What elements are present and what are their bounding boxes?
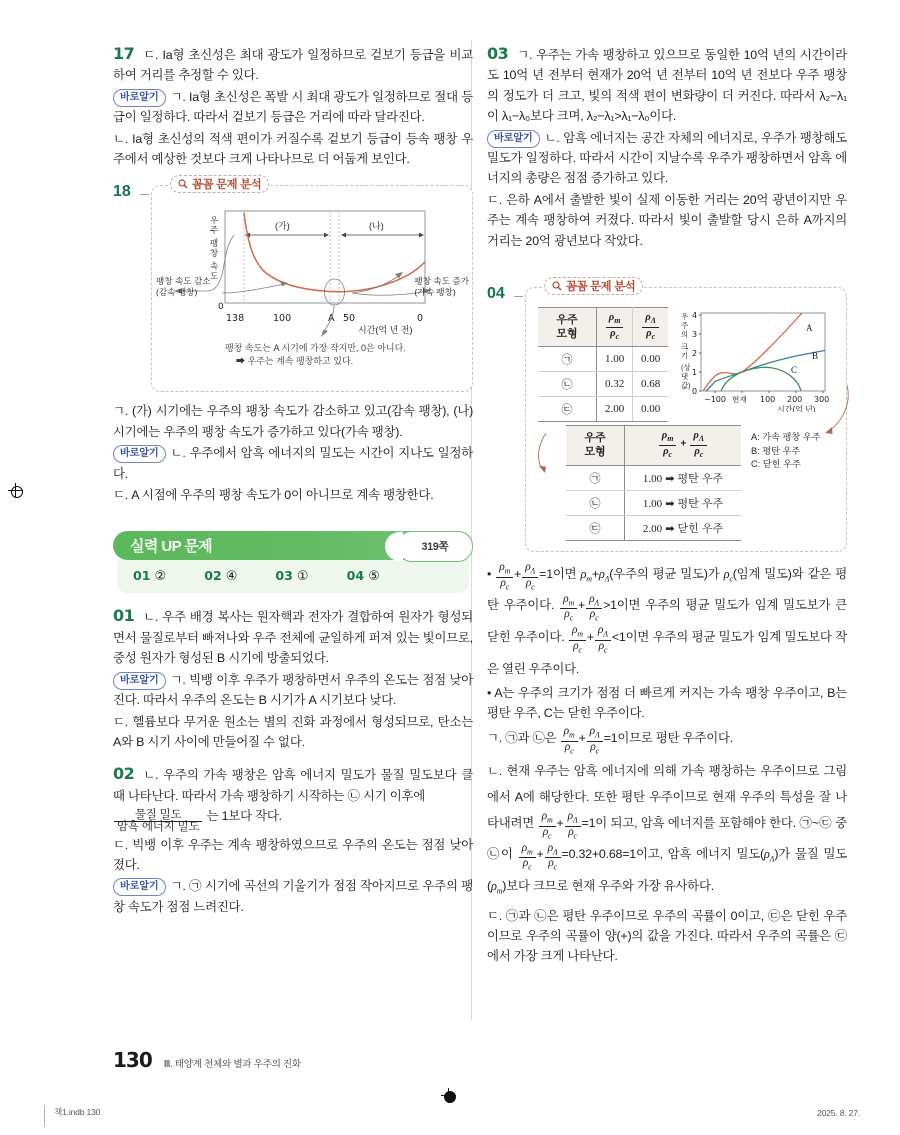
cell-sum-result [625, 490, 742, 515]
q02-text-1b: 는 1보다 작다. [206, 809, 282, 824]
svg-text:C: C [791, 365, 798, 376]
q03-number: 03 [487, 44, 509, 63]
svg-text:우: 우 [210, 215, 219, 226]
q02-line-1 [113, 764, 473, 806]
q17-text-3: ㄴ. Ia형 초신성의 적색 편이가 커질수록 겉보기 등급이 등속 팽창 우주에서 예상한 것보다 크게 나타나므로 더 어둡게 보인다. [113, 131, 473, 167]
svg-text:도: 도 [210, 271, 219, 282]
svg-text:시간(억 년): 시간(억 년) [777, 405, 816, 413]
cell-sum-value: 1.00 [642, 497, 663, 510]
q18-annot-right: 팽창 속도 증가 (가속 팽창) [414, 276, 469, 298]
svg-text:B: B [812, 351, 819, 362]
q04-explain-5: ㄷ. ㉠과 ㉡은 평탄 우주이므로 우주의 곡률이 0이고, ㉢은 닫힌 우주이므로 우주의 곡률이 양(+)의 값을 가진다. 따라서 우주의 곡률은 ㉢에서 가장 크게 나타난다. [487, 908, 847, 964]
q18-explain-1: ㄱ. (가) 시기에는 우주의 팽창 속도가 감소하고 있고(감속 팽창), (나) 시기에는 우주의 팽창 속도가 증가하고 있다(가속 팽창). [113, 404, 473, 439]
q02-text-3: ㄱ. ㉠ 시기에 곡선의 기울기가 점점 작아지므로 우주의 팽창 속도가 점점 느려진다. [113, 879, 473, 914]
q18-explain-3: ㄷ. A 시점에 우주의 팽창 속도가 0이 아니므로 계속 팽창한다. [113, 488, 434, 503]
table-row [538, 397, 668, 422]
svg-text:(나): (나) [369, 221, 384, 232]
q17-line-1 [113, 44, 473, 86]
cell-model: ㉠ [566, 465, 625, 490]
badge-barualgi: 바로알기 [113, 672, 166, 690]
question-02-block [113, 764, 473, 917]
svg-text:속: 속 [210, 261, 219, 272]
svg-text:A: A [328, 313, 335, 325]
cell-rho-m: 1.00 [597, 347, 633, 372]
cell-sum-value: 2.00 [642, 522, 663, 535]
cell-model: ㉢ [566, 515, 625, 540]
print-file-name: 책1.indb 130 [54, 1107, 101, 1117]
q18-number: 18 [113, 183, 131, 201]
magnifier-icon [178, 179, 188, 189]
svg-text:시간(억 년 전): 시간(억 년 전) [358, 325, 413, 336]
svg-text:−100: −100 [704, 395, 726, 405]
q04-table-1 [538, 307, 668, 422]
svg-text:팽: 팽 [210, 238, 219, 249]
q01-line-2 [113, 670, 473, 711]
print-date: 2025. 8. 27. [817, 1108, 860, 1118]
q02-fraction-line [113, 807, 473, 834]
q04-number: 04 [487, 285, 505, 303]
cell-rho-lambda: 0.68 [633, 372, 668, 397]
svg-text:A: A [806, 323, 813, 334]
svg-text:0: 0 [417, 313, 424, 325]
svg-text:3: 3 [692, 330, 698, 340]
question-18-block [113, 179, 473, 505]
q04-explain-3: ㄱ. ㉠과 ㉡은 $\frac{\rho_m}{\rho_c}$ + $\frac{\rho_\Lambda}{\rho_c}$ =1이므로 평탄 우주이다. [487, 724, 733, 755]
q02-line-3 [113, 876, 473, 917]
q02-text-1a: ㄴ. 우주의 가속 팽창은 암흑 에너지 밀도가 물질 밀도보다 클 때 나타난다. 따라서 가속 팽창하기 시작하는 ㉡ 시기 이후에 [113, 768, 473, 803]
frac-rho-lambda-over-rho-c: $\frac{\rho_\Lambda}{\rho_c}$ [595, 625, 611, 656]
th-rho-lambda [633, 308, 668, 347]
cell-rho-m: 2.00 [597, 397, 633, 422]
svg-text:팽창 속도는 A 시기에 가장 작지만, 0은 아니다.: 팽창 속도는 A 시기에 가장 작지만, 0은 아니다. [225, 343, 406, 354]
q01-line-1 [113, 606, 473, 668]
svg-text:0: 0 [692, 387, 698, 397]
th-sum: $\frac{\rho_m}{\rho_c}$ + $\frac{\rho_\Lambda}{\rho_c}$ [625, 426, 742, 465]
cell-model: ㉢ [538, 397, 597, 422]
svg-text:우: 우 [681, 312, 689, 322]
q03-line-1 [487, 44, 847, 127]
table-row [538, 347, 668, 372]
cell-sum-value: 1.00 [642, 472, 663, 485]
svg-text:300: 300 [814, 395, 830, 405]
q18-analysis-label: 꼼꼼 문제 분석 [192, 179, 262, 192]
right-column [487, 44, 847, 968]
frac-rho-lambda-over-rho-c: $\frac{\rho_\Lambda}{\rho_c}$ [642, 312, 659, 342]
q02-line-2: ㄷ. 빅뱅 이후 우주는 계속 팽창하였으므로 우주의 온도는 점점 낮아졌다. [113, 837, 473, 873]
question-17-block [113, 44, 473, 169]
q04-analysis-title [544, 277, 643, 295]
up-answer-list [117, 560, 469, 593]
up-section [113, 531, 473, 593]
svg-text:100: 100 [273, 313, 292, 325]
svg-text:4: 4 [692, 311, 698, 321]
registration-mark-bottom [441, 1088, 456, 1103]
cell-sum-result [625, 465, 742, 490]
cell-model: ㉡ [566, 490, 625, 515]
up-title: 실력 UP 문제 [130, 538, 213, 556]
table-row [566, 515, 741, 540]
cell-universe-type: 닫힌 우주 [677, 522, 724, 535]
cell-rho-m: 0.32 [597, 372, 633, 397]
table-row [566, 490, 741, 515]
frac-rho-m-over-rho-c: $\frac{\rho_m}{\rho_c}$ [519, 843, 536, 874]
q18-analysis-box [151, 179, 473, 392]
q03-text-1: ㄱ. 우주는 가속 팽창하고 있으므로 동일한 10억 년의 시간이라도 10억 년 전부터 현재가 20억 년 전부터 10억 년 전보다 우주 팽창의 정도가 더 크고, 빛의 적색 편이 변화량이 더 커진다. 따라서 λ₂−λ₁이 λ₁−λ₀보다 크며, λ₂−λ₁>λ₁−λ₀이다. [487, 48, 847, 124]
question-01-block [113, 606, 473, 752]
q17-number: 17 [113, 44, 135, 63]
up-answer-item: 01 ② [133, 568, 167, 584]
arrow-icon: ➡ [665, 522, 675, 535]
q17-line-3 [113, 129, 473, 170]
svg-text:의: 의 [681, 330, 689, 340]
magnifier-icon [552, 281, 562, 291]
svg-text:주: 주 [681, 321, 689, 331]
frac-rho-m-over-rho-c: $\frac{\rho_m}{\rho_c}$ [561, 726, 578, 757]
q18-explain-2 [113, 443, 473, 484]
svg-text:창: 창 [210, 248, 219, 259]
svg-text:현재: 현재 [732, 395, 747, 405]
svg-text:기: 기 [681, 351, 689, 361]
print-info-line [0, 1107, 900, 1118]
question-04-block [487, 281, 848, 967]
registration-mark-left [8, 483, 23, 498]
badge-barualgi: 바로알기 [113, 445, 166, 463]
frac-rho-lambda-over-rho-c: $\frac{\rho_\Lambda}{\rho_c}$ [587, 726, 603, 757]
svg-text:(가): (가) [275, 221, 290, 232]
cell-rho-lambda: 0.00 [633, 347, 668, 372]
up-banner [113, 531, 473, 560]
q04-explain-1: • $\frac{\rho_m}{\rho_c}$ + $\frac{\rho_\Lambda}{\rho_c}$ =1이면 $\rho_m+\rho_\Lambda$(우주의 평균 밀도)가 $\rho_c$(임계 밀도)와 같은 평탄 우주이다. $\frac{\rho_m}{\rho_c}$ + $\frac{\rho_\Lambda}{\rho_c}$ >1이면 우주의 평균 밀도가 임계 밀도보가 큰 닫힌 우주이다. $\frac{\rho_m}{\rho_c}$ + $\frac{\rho_\Lambda}{\rho_c}$ <1이면 우주의 평균 밀도가 임계 밀도보다 작은 열린 우주이다. [487, 560, 848, 676]
q18-annot-left: 팽창 속도 감소 (감속 팽창) [156, 276, 211, 298]
frac-rho-m-over-rho-c: $\frac{\rho_m}{\rho_c}$ [496, 562, 513, 593]
q18-explain-2-text: ㄴ. 우주에서 암흑 에너지의 밀도는 시간이 지나도 일정하다. [113, 446, 473, 481]
q04-analysis-label: 꼼꼼 문제 분석 [566, 281, 636, 294]
cell-sum-result [625, 515, 742, 540]
th-model: 우주 모형 [538, 308, 597, 347]
q04-legend [751, 431, 821, 472]
q03-line-2 [487, 128, 847, 189]
frac-rho-lambda-over-rho-c: $\frac{\rho_\Lambda}{\rho_c}$ [565, 811, 581, 842]
chapter-title: Ⅲ. 태양계 천체와 별과 우주의 진화 [163, 1059, 301, 1070]
q18-analysis-title [170, 175, 269, 193]
frac-rho-lambda-over-rho-c: $\frac{\rho_\Lambda}{\rho_c}$ [586, 594, 602, 625]
svg-text:200: 200 [787, 395, 803, 405]
q04-legend-arrow [813, 385, 853, 443]
question-03-block [487, 44, 847, 251]
q17-line-2 [113, 87, 473, 128]
arrow-icon: ➡ [665, 472, 675, 485]
q01-number: 01 [113, 606, 135, 626]
q01-text-2: ㄱ. 빅뱅 이후 우주가 팽창하면서 우주의 온도는 점점 낮아진다. 따라서 우주의 온도는 B 시기가 A 시기보다 낮다. [113, 672, 473, 708]
cell-rho-lambda: 0.00 [633, 397, 668, 422]
svg-text:138: 138 [226, 313, 245, 325]
badge-barualgi: 바로알기 [487, 130, 540, 148]
svg-text:값): 값) [681, 381, 691, 391]
svg-text:크: 크 [681, 342, 689, 352]
q02-fraction-numerator: 물질 밀도 [134, 808, 182, 821]
q18-chart [156, 203, 469, 382]
frac-rho-m-over-rho-c: $\frac{\rho_m}{\rho_c}$ [569, 625, 586, 656]
frac-rho-lambda-over-rho-c: $\frac{\rho_\Lambda}{\rho_c}$ [690, 430, 707, 460]
cell-model: ㉡ [538, 372, 597, 397]
svg-text:댓: 댓 [681, 372, 689, 382]
q17-text-1: ㄷ. Ia형 초신성은 최대 광도가 일정하므로 겉보기 등급을 비교하여 거리를 추정할 수 있다. [113, 48, 473, 83]
page-number: 130 [113, 1048, 152, 1072]
q01-line-3: ㄷ. 헬륨보다 무거운 원소는 별의 진화 과정에서 형성되므로, 탄소는 A와 B 시기 사이에 만들어질 수 없다. [113, 714, 473, 749]
frac-rho-lambda-over-rho-c: $\frac{\rho_\Lambda}{\rho_c}$ [522, 562, 538, 593]
q04-analysis-box [525, 281, 847, 551]
page-footer [113, 1048, 301, 1072]
frac-rho-m-over-rho-c: $\frac{\rho_m}{\rho_c}$ [539, 811, 556, 842]
th-rho-m [597, 308, 633, 347]
svg-text:(상: (상 [681, 363, 691, 373]
left-column [113, 44, 473, 928]
svg-text:0: 0 [218, 302, 224, 313]
up-answer-item: 04 ⑤ [346, 568, 380, 584]
cell-universe-type: 평탄 우주 [677, 497, 724, 510]
legend-item-a: A: 가속 팽창 우주 [751, 432, 821, 443]
table-header-row [566, 426, 741, 465]
legend-item-c: C: 닫힌 우주 [751, 459, 801, 470]
svg-text:2: 2 [692, 349, 698, 359]
frac-rho-lambda-over-rho-c: $\frac{\rho_\Lambda}{\rho_c}$ [545, 843, 561, 874]
q02-fraction [114, 810, 202, 834]
up-answer-item: 02 ④ [204, 568, 238, 584]
up-page-ref: 319쪽 [397, 531, 473, 562]
q02-number: 02 [113, 764, 135, 784]
svg-text:50: 50 [343, 313, 356, 325]
q04-explain-4: ㄴ. 현재 우주는 암흑 에너지에 의해 가속 팽창하는 우주이므로 그림에서 A에 해당한다. 또한 평탄 우주이므로 현재 우주의 특성을 잘 나타내려면 $\frac{\rho_m}{\rho_c}$ + $\frac{\rho_\Lambda}{\rho_c}$ =1이 되고, 암흑 에너지를 포함해야 한다. ㉠~㉢ 중 ㉡이 $\frac{\rho_m}{\rho_c}$ + $\frac{\rho_\Lambda}{\rho_c}$ =0.32+0.68=1이고, 암흑 에너지 밀도$(\rho_\Lambda)$가 물질 밀도$(\rho_m)$보다 크므로 현재 우주와 가장 유사하다. [487, 763, 847, 896]
q04-table-2 [566, 425, 741, 540]
svg-text:➡ 우주는 계속 팽창하고 있다.: ➡ 우주는 계속 팽창하고 있다. [236, 356, 354, 367]
print-rule [44, 1105, 45, 1127]
frac-rho-m-over-rho-c: $\frac{\rho_m}{\rho_c}$ [606, 312, 624, 342]
table-row [566, 465, 741, 490]
th-model-2: 우주 모형 [566, 426, 625, 465]
svg-text:1: 1 [692, 368, 698, 378]
q03-text-2: ㄴ. 암흑 에너지는 공간 자체의 에너지로, 우주가 팽창해도 밀도가 일정하다. 따라서 시간이 지날수록 우주가 팽창하면서 암흑 에너지의 총량은 점점 증가하고 있다. [487, 130, 847, 186]
cell-model: ㉠ [538, 347, 597, 372]
q01-text-1: ㄴ. 우주 배경 복사는 원자핵과 전자가 결합하여 원자가 형성되면서 물질로부터 빠져나와 우주 전체에 균일하게 퍼져 있는 빛이므로, 중성 원자가 형성된 B 시기에 방출되었다. [113, 610, 473, 666]
badge-barualgi: 바로알기 [113, 89, 166, 107]
q03-line-3: ㄷ. 은하 A에서 출발한 빛이 실제 이동한 거리는 20억 광년이지만 우주는 계속 팽창하여 커졌다. 따라서 빛이 출발할 당시 은하 A까지의 거리는 20억 광년보다 작았다. [487, 192, 847, 248]
cell-universe-type: 평탄 우주 [677, 472, 724, 485]
up-answer-item: 03 ① [275, 568, 309, 584]
q04-explain-2: • A는 우주의 크기가 점점 더 빠르게 커지는 가속 팽창 우주이고, B는 평탄 우주, C는 닫힌 우주이다. [487, 685, 847, 721]
q17-text-2: ㄱ. Ia형 초신성은 폭발 시 최대 광도가 일정하므로 절대 등급이 일정하다. 따라서 겉보기 등급은 거리에 따라 달라진다. [113, 89, 473, 125]
svg-text:주: 주 [210, 225, 219, 236]
arrow-icon: ➡ [665, 497, 675, 510]
svg-text:100: 100 [760, 395, 776, 405]
q02-fraction-denominator: 암흑 에너지 밀도 [114, 821, 202, 834]
frac-rho-m-over-rho-c: $\frac{\rho_m}{\rho_c}$ [560, 594, 577, 625]
frac-rho-m-over-rho-c: $\frac{\rho_m}{\rho_c}$ [659, 430, 677, 460]
badge-barualgi: 바로알기 [113, 878, 166, 896]
q04-flow-arrow [534, 433, 560, 493]
legend-item-b: B: 평탄 우주 [751, 445, 801, 456]
q18-connector [140, 194, 149, 195]
table-row [538, 372, 668, 397]
table-header-row [538, 308, 668, 347]
q04-connector [514, 296, 523, 297]
